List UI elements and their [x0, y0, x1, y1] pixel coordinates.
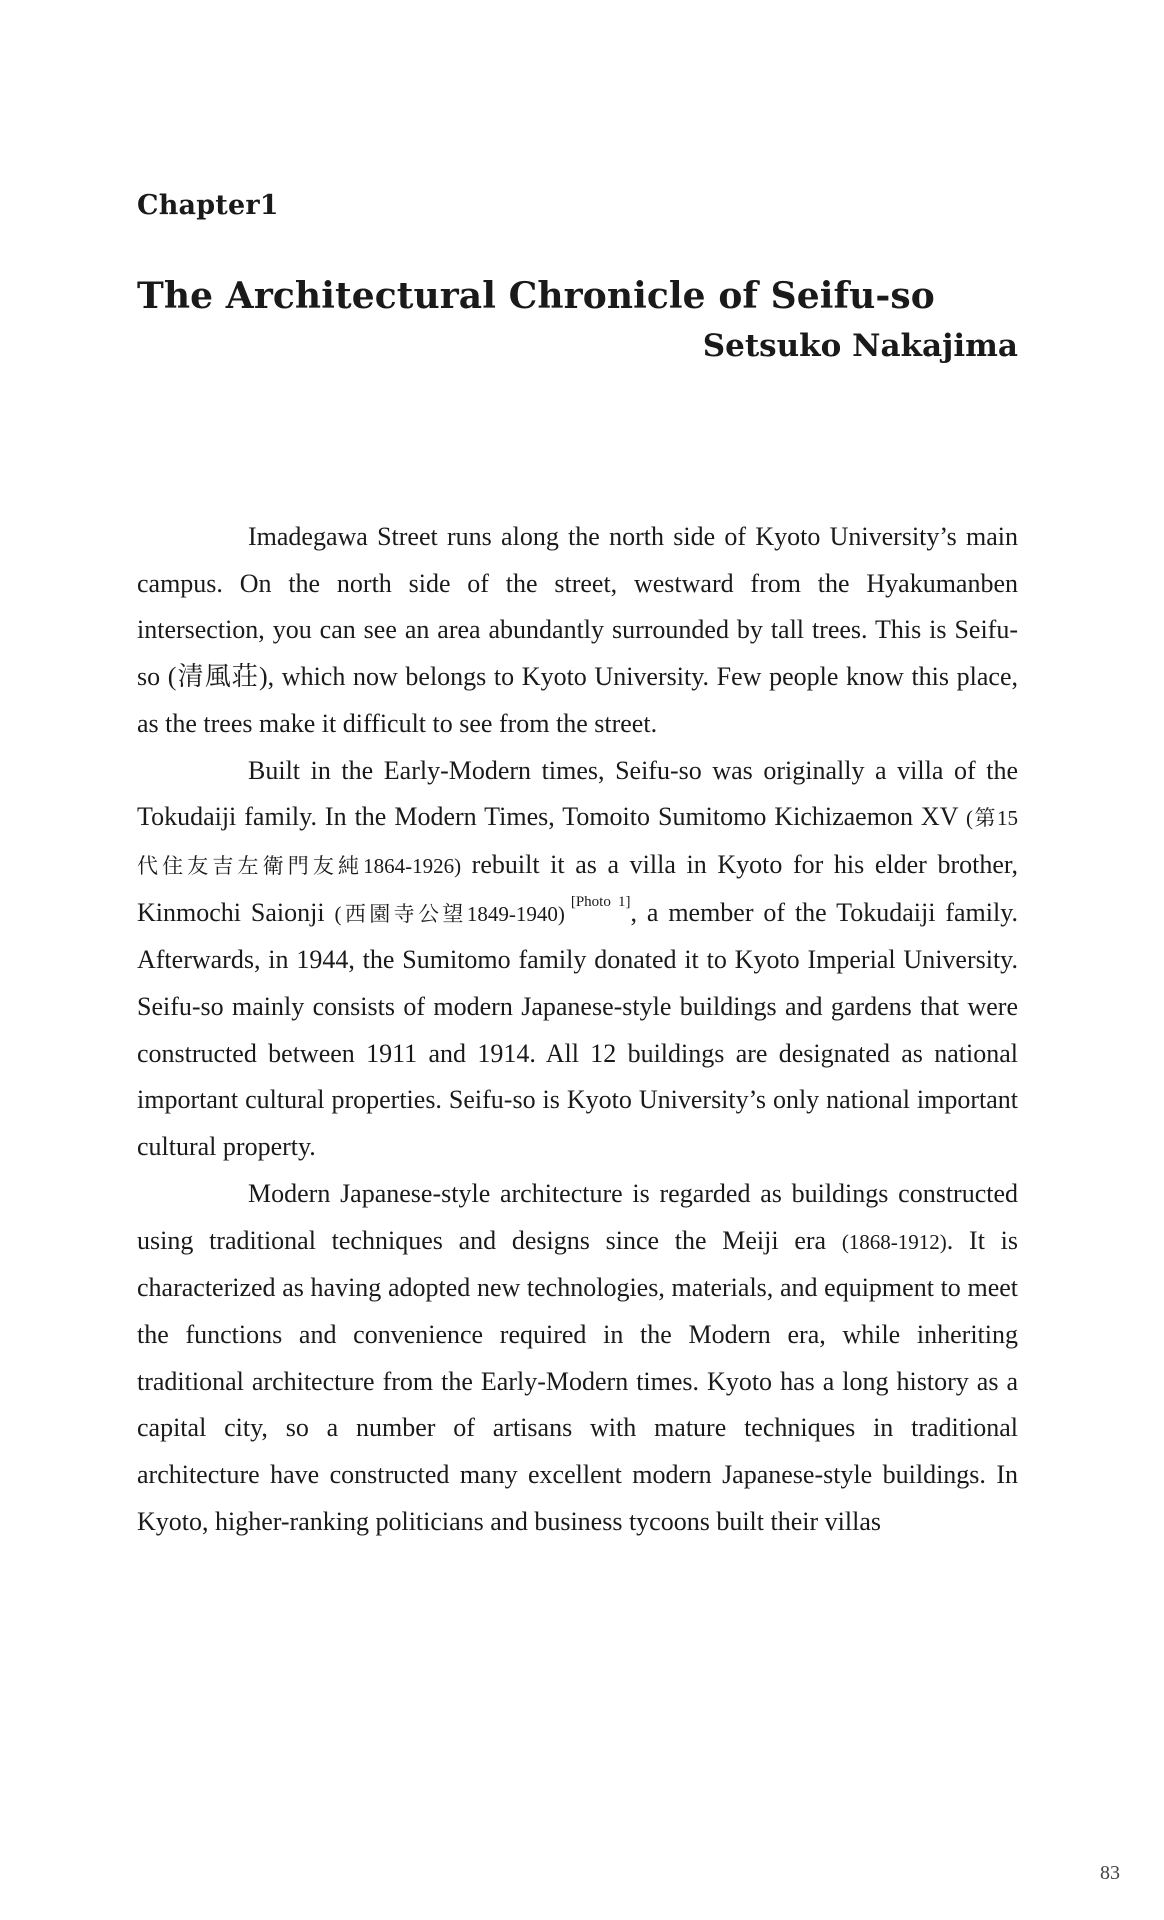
paragraph-3 [137, 1171, 1018, 1546]
body-text [137, 514, 1018, 1545]
author-name: Setsuko Nakajima [702, 328, 1018, 364]
saionji-note: (西園寺公望1849-1940) [334, 901, 565, 926]
photo-reference: [Photo 1] [570, 893, 631, 910]
paragraph-3-part-a: Modern Japanese-style architecture is regarded as buildings constructed using traditional techniques and designs since the Meiji era [137, 1178, 1018, 1255]
paragraph-3-part-b: . It is characterized as having adopted new technologies, materials, and equipment to meet the functions and convenience required in the Modern era, while inheriting traditional architecture from the Early-Modern times. Kyoto has a long history as a capital city, so a number of artisans with mature techniques in traditional architecture have constructed many excellent modern Japanese-style buildings. In Kyoto, higher-ranking politicians and business tycoons built their villas [137, 1225, 1018, 1536]
meiji-era-note: (1868-1912) [841, 1229, 947, 1254]
chapter-title: The Architectural Chronicle of Seifu-so [137, 275, 935, 317]
chapter-label: Chapter1 [137, 190, 279, 221]
paragraph-2-part-b: rebuilt it as a villa in Kyoto for his elder brother, Kinmochi Saionji [137, 849, 1018, 927]
paragraph-1: Imadegawa Street runs along the north side of Kyoto University’s main campus. On the north side of the street, westward from the Hyakumanben intersection, you can see an area abundantly surrounded by tall trees. This is Seifu-so (清風荘), which now belongs to Kyoto University. Few people know this place, as the trees make it difficult to see from the street. [137, 522, 1018, 738]
kichizaemon-note: (第15代住友吉左衛門友純1864-1926) [137, 806, 1018, 878]
paragraph-2 [137, 748, 1018, 1171]
paragraph-2-part-c: , a member of the Tokudaiji family. Afterwards, in 1944, the Sumitomo family donated it to Kyoto Imperial University. Seifu-so mainly consists of modern Japanese-style buildings and gardens that were constructed between 1911 and 1914. All 12 buildings are designated as national important cultural properties. Seifu-so is Kyoto University’s only national important cultural property. [137, 897, 1019, 1162]
paragraph-2-part-a: Built in the Early-Modern times, Seifu-so was originally a villa of the Tokudaiji family. In the Modern Times, Tomoito Sumitomo Kichizaemon XV [137, 755, 1018, 832]
page-number: 83 [1100, 1862, 1120, 1884]
